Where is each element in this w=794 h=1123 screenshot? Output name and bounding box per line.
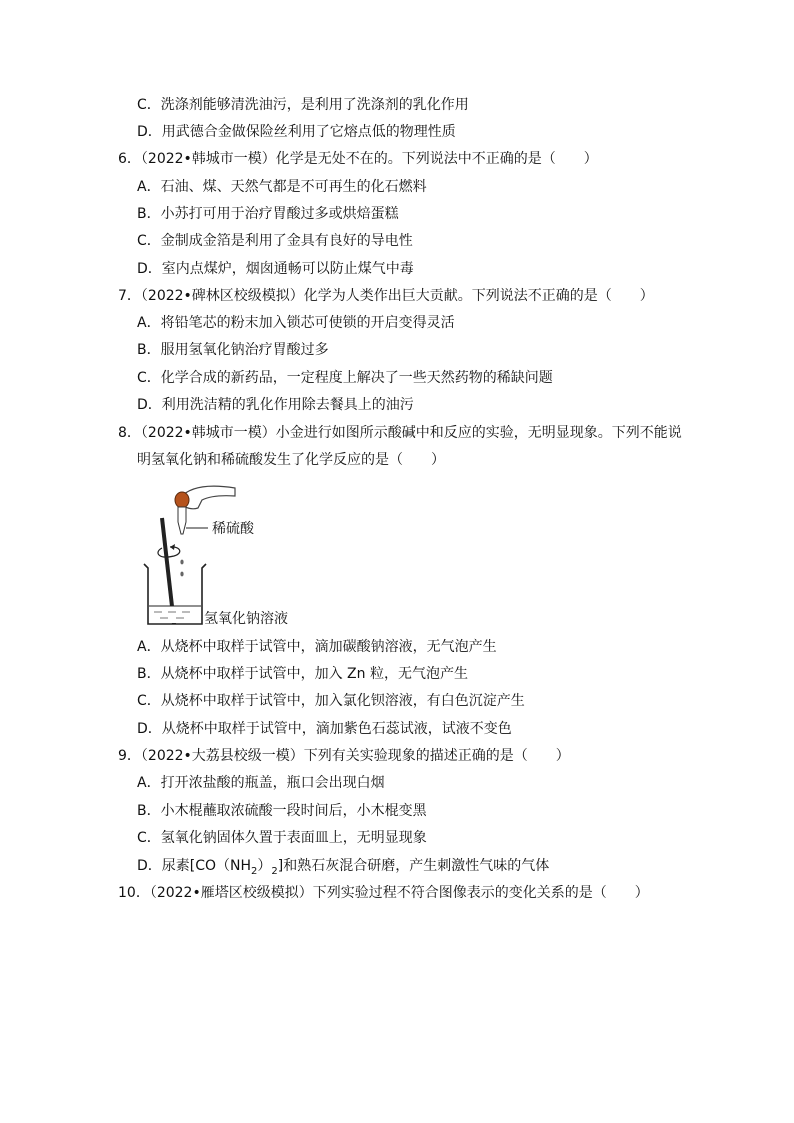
question-6-option-a: A．石油、煤、天然气都是不可再生的化石燃料 [137, 179, 427, 195]
urea-formula-paren: ） [257, 858, 272, 874]
question-8-option-a: A．从烧杯中取样于试管中，滴加碳酸钠溶液，无气泡产生 [137, 639, 497, 655]
question-8-option-b: B．从烧杯中取样于试管中，加入 Zn 粒，无气泡产生 [137, 666, 468, 682]
question-9: 9．（2022•大荔县校级一模）下列有关实验现象的描述正确的是（ ） [118, 748, 570, 764]
question-8-line-1: 8．（2022•韩城市一模）小金进行如图所示酸碱中和反应的实验，无明显现象。下列不能说 [118, 425, 682, 441]
question-9-option-d [137, 856, 549, 882]
dropper-glass [178, 507, 186, 534]
question-10: 10．（2022•雁塔区校级模拟）下列实验过程不符合图像表示的变化关系的是（ ） [118, 885, 649, 901]
question-6-option-d: D．室内点煤炉，烟囱通畅可以防止煤气中毒 [137, 261, 414, 277]
subscript: 2 [271, 865, 278, 877]
question-8-line-2: 明氢氧化钠和稀硫酸发生了化学反应的是（ ） [137, 452, 445, 468]
option-d-rest: ]和熟石灰混合研磨，产生刺激性气味的气体 [277, 858, 550, 874]
question-7-option-d: D．利用洗洁精的乳化作用除去餐具上的油污 [137, 397, 414, 413]
experiment-figure [140, 478, 340, 630]
question-8-option-d: D．从烧杯中取样于试管中，滴加紫色石蕊试液，试液不变色 [137, 721, 512, 737]
drop-2 [180, 572, 183, 577]
label-sodium-hydroxide-solution: 氢氧化钠溶液 [204, 611, 288, 627]
urea-formula-prefix: D．尿素[CO（NH [137, 858, 252, 874]
question-7-option-a: A．将铅笔芯的粉末加入锁芯可使锁的开启变得灵活 [137, 315, 455, 331]
line-d-woods-alloy: D．用武德合金做保险丝利用了它熔点低的物理性质 [137, 124, 456, 140]
question-6: 6．（2022•韩城市一模）化学是无处不在的。下列说法中不正确的是（ ） [118, 151, 598, 167]
label-dilute-sulfuric-acid: 稀硫酸 [212, 521, 254, 537]
question-6-option-b: B．小苏打可用于治疗胃酸过多或烘焙蛋糕 [137, 206, 399, 222]
solution-liquid [149, 606, 201, 623]
question-8-option-c: C．从烧杯中取样于试管中，加入氯化钡溶液，有白色沉淀产生 [137, 693, 525, 709]
rotation-arrow [158, 547, 180, 557]
question-9-option-a: A．打开浓盐酸的瓶盖，瓶口会出现白烟 [137, 775, 385, 791]
question-7: 7．（2022•碑林区校级模拟）化学为人类作出巨大贡献。下列说法不正确的是（ ） [118, 288, 654, 304]
subscript: 2 [251, 865, 258, 877]
question-9-option-c: C．氢氧化钠固体久置于表面皿上，无明显现象 [137, 830, 427, 846]
line-c-detergent: C．洗涤剂能够清洗油污，是利用了洗涤剂的乳化作用 [137, 97, 469, 113]
question-6-option-c: C．金制成金箔是利用了金具有良好的导电性 [137, 233, 413, 249]
dropper-bulb [175, 492, 189, 508]
drop-1 [180, 560, 183, 565]
question-9-option-b: B．小木棍蘸取浓硫酸一段时间后，小木棍变黑 [137, 803, 427, 819]
beaker-dropper-illustration [140, 478, 340, 630]
question-7-option-c: C．化学合成的新药品，一定程度上解决了一些天然药物的稀缺问题 [137, 370, 553, 386]
question-7-option-b: B．服用氢氧化钠治疗胃酸过多 [137, 342, 329, 358]
